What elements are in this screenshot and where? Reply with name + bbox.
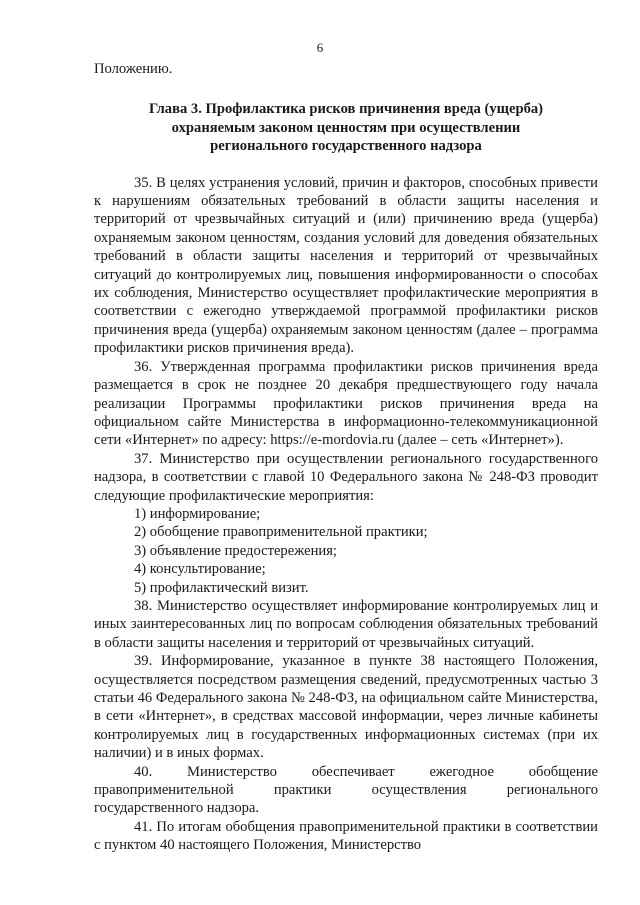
paragraph-39: 39. Информирование, указанное в пункте 38 настоящего Положения, осуществляется посредством размещения сведений, предусмотренных частью 3 статьи 46 Федерального закона № 248-ФЗ, на официальном сайте Министерства, в сети «Интернет», в средствах массовой информации, через личные кабинеты контролируемых лиц в государственных информационных системах (при их наличии) и в иных формах. [94, 653, 598, 762]
chapter-title [94, 100, 598, 155]
lead-text: Положению. [94, 61, 173, 77]
list-item: 4) консультирование; [134, 561, 266, 578]
chapter-title-line: регионального государственного надзора [210, 138, 482, 155]
paragraph-36: 36. Утвержденная программа профилактики рисков причинения вреда размещается в срок не позднее 20 декабря предшествующего году начала реализации Программы профилактики рисков причинения вреда на официальном сайте Министерства в информационно-телекоммуникационной сети «Интернет» по адресу: https://e-mordovia.ru (далее – сеть «Интернет»). [94, 358, 598, 449]
chapter-title-line: Глава 3. Профилактика рисков причинения вреда (ущерба) [148, 101, 544, 118]
paragraph-37: 37. Министерство при осуществлении регионального государственного надзора, в соответствии с главой 10 Федерального закона № 248-ФЗ проводит следующие профилактические мероприятия: [94, 450, 598, 504]
list-item: 1) информирование; [134, 505, 261, 522]
page-number: 6 [316, 40, 324, 55]
paragraph-41: 41. По итогам обобщения правоприменительной практики в соответствии с пунктом 40 настоящего Положения, Министерство [94, 818, 598, 854]
measures-list [94, 505, 598, 597]
chapter-title-line: охраняемым законом ценностям при осуществлении [171, 119, 521, 136]
paragraph-40: 40. Министерство обеспечивает ежегодное обобщение правоприменительной практики осуществления регионального государственного надзора. [94, 763, 598, 817]
list-item: 3) объявление предостережения; [134, 542, 337, 559]
list-item: 5) профилактический визит. [134, 579, 309, 596]
paragraph-35: 35. В целях устранения условий, причин и факторов, способных привести к нарушениям обязательных требований в области защиты населения и территорий от чрезвычайных ситуаций и (или) причинению вреда (ущерба) охраняемым законом ценностям, создания условий для доведения обязательных требований в области защиты населения и территорий от чрезвычайных ситуаций до контролируемых лиц, повышения информированности о способах их соблюдения, Министерство осуществляет профилактические мероприятия в соответствии с ежегодно утверждаемой программой профилактики рисков причинения вреда (ущерба) охраняемым законом ценностям (далее – программа профилактики рисков причинения вреда). [94, 174, 598, 357]
paragraph-38: 38. Министерство осуществляет информирование контролируемых лиц и иных заинтересованных лиц по вопросам соблюдения обязательных требований в области защиты населения и территорий от чрезвычайных ситуаций. [94, 597, 598, 651]
list-item: 2) обобщение правоприменительной практики; [134, 524, 428, 541]
document-body [94, 60, 598, 855]
